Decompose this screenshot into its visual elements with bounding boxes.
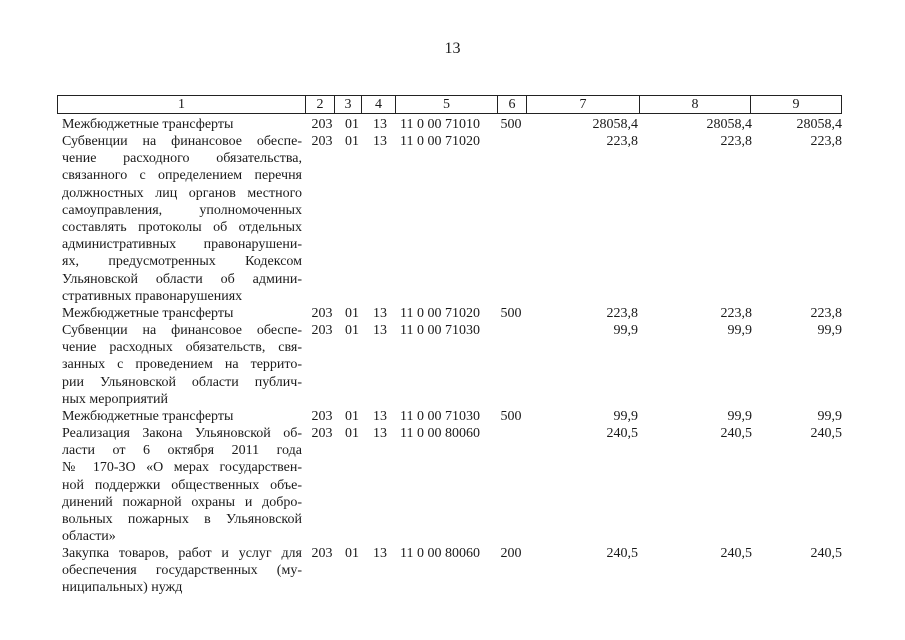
row-col-2: 203	[311, 323, 333, 338]
row-col-3: 01	[345, 426, 359, 441]
row-col-4: 13	[373, 323, 387, 338]
row-col-4: 13	[373, 426, 387, 441]
row-name-line: Реализация Закона Ульяновской об-	[62, 426, 302, 441]
row-name-line: стративных правонарушениях	[62, 288, 243, 304]
row-col-5: 11 0 00 80060	[400, 546, 480, 561]
row-name	[62, 133, 302, 305]
header-col-4: 4	[362, 96, 396, 113]
row-name-line: № 170-ЗО «О мерах государствен-	[62, 460, 302, 476]
row-col-3: 01	[345, 409, 359, 424]
row-name-line: ных мероприятий	[62, 391, 168, 407]
row-col-7: 240,5	[606, 426, 638, 441]
table-header	[57, 95, 842, 114]
row-col-8: 99,9	[727, 409, 752, 424]
row-col-3: 01	[345, 117, 359, 132]
row-name-line: Субвенции на финансовое обеспе-	[62, 134, 302, 149]
row-name-line: динений пожарной охраны и добро-	[62, 494, 302, 510]
row-col-2: 203	[311, 306, 333, 321]
row-col-5: 11 0 00 71020	[400, 134, 480, 149]
row-name-line: чение расходного обязательства,	[62, 151, 302, 167]
row-name-line: Ульяновской области об админи-	[62, 271, 302, 287]
row-name-line: ной поддержки общественных объе-	[62, 477, 302, 493]
row-name-line: ниципальных) нужд	[62, 580, 183, 596]
row-col-4: 13	[373, 134, 387, 149]
row-name-line: связанного с определением перечня	[62, 168, 302, 184]
row-col-7: 28058,4	[592, 117, 638, 132]
row-col-2: 203	[311, 134, 333, 149]
row-name-line: области»	[62, 529, 116, 545]
row-col-9: 223,8	[810, 306, 842, 321]
row-col-8: 28058,4	[706, 117, 752, 132]
row-col-3: 01	[345, 306, 359, 321]
row-col-4: 13	[373, 306, 387, 321]
row-col-9: 223,8	[810, 134, 842, 149]
row-col-5: 11 0 00 71010	[400, 117, 480, 132]
header-col-2: 2	[306, 96, 335, 113]
row-name-line: самоуправления, уполномоченных	[62, 202, 302, 218]
row-col-3: 01	[345, 546, 359, 561]
row-col-9: 240,5	[810, 546, 842, 561]
row-name	[62, 425, 302, 545]
row-col-4: 13	[373, 117, 387, 132]
row-name-line: Межбюджетные трансферты	[62, 409, 234, 424]
row-name-line: ях, предусмотренных Кодексом	[62, 254, 302, 270]
row-col-3: 01	[345, 323, 359, 338]
row-name-line: вольных пожарных в Ульяновской	[62, 512, 302, 528]
row-col-9: 99,9	[817, 323, 842, 338]
row-col-6: 500	[500, 306, 522, 321]
row-name	[62, 116, 302, 133]
row-name-line: обеспечения государственных (му-	[62, 563, 302, 579]
row-col-7: 223,8	[606, 306, 638, 321]
header-col-6: 6	[498, 96, 527, 113]
row-name-line: Межбюджетные трансферты	[62, 306, 234, 321]
row-name-line: административных правонарушени-	[62, 237, 302, 253]
row-col-9: 28058,4	[796, 117, 842, 132]
row-name-line: рии Ульяновской области публич-	[62, 374, 302, 390]
row-name-line: чение расходных обязательств, свя-	[62, 340, 302, 356]
row-name-line: должностных лиц органов местного	[62, 185, 302, 201]
row-name	[62, 305, 302, 322]
row-col-5: 11 0 00 80060	[400, 426, 480, 441]
row-col-6: 200	[500, 546, 522, 561]
row-name-line: Субвенции на финансовое обеспе-	[62, 323, 302, 338]
row-col-8: 240,5	[720, 426, 752, 441]
row-name-line: Закупка товаров, работ и услуг для	[62, 546, 302, 561]
row-col-4: 13	[373, 409, 387, 424]
row-col-7: 223,8	[606, 134, 638, 149]
row-col-2: 203	[311, 426, 333, 441]
row-col-7: 99,9	[613, 323, 638, 338]
row-name-line: занных с проведением на террито-	[62, 357, 302, 373]
row-col-4: 13	[373, 546, 387, 561]
row-col-6: 500	[500, 117, 522, 132]
row-col-8: 99,9	[727, 323, 752, 338]
row-col-7: 240,5	[606, 546, 638, 561]
header-col-9: 9	[792, 97, 800, 112]
row-col-3: 01	[345, 134, 359, 149]
row-col-2: 203	[311, 546, 333, 561]
row-name-line: составлять протоколы об отдельных	[62, 220, 302, 236]
header-col-7: 7	[527, 96, 640, 113]
header-col-1: 1	[58, 96, 306, 113]
row-col-9: 99,9	[817, 409, 842, 424]
row-col-8: 240,5	[720, 546, 752, 561]
row-name	[62, 545, 302, 597]
row-col-5: 11 0 00 71030	[400, 409, 480, 424]
row-col-7: 99,9	[613, 409, 638, 424]
row-col-8: 223,8	[720, 306, 752, 321]
row-col-5: 11 0 00 71030	[400, 323, 480, 338]
row-name-line: ласти от 6 октября 2011 года	[62, 443, 302, 459]
row-col-8: 223,8	[720, 134, 752, 149]
header-col-5: 5	[396, 96, 498, 113]
row-col-6: 500	[500, 409, 522, 424]
row-name	[62, 408, 302, 425]
header-col-8: 8	[640, 96, 751, 113]
row-col-9: 240,5	[810, 426, 842, 441]
row-col-2: 203	[311, 117, 333, 132]
header-col-3: 3	[335, 96, 362, 113]
row-name	[62, 322, 302, 408]
row-col-2: 203	[311, 409, 333, 424]
row-name-line: Межбюджетные трансферты	[62, 117, 234, 132]
page-number: 13	[444, 40, 461, 57]
row-col-5: 11 0 00 71020	[400, 306, 480, 321]
